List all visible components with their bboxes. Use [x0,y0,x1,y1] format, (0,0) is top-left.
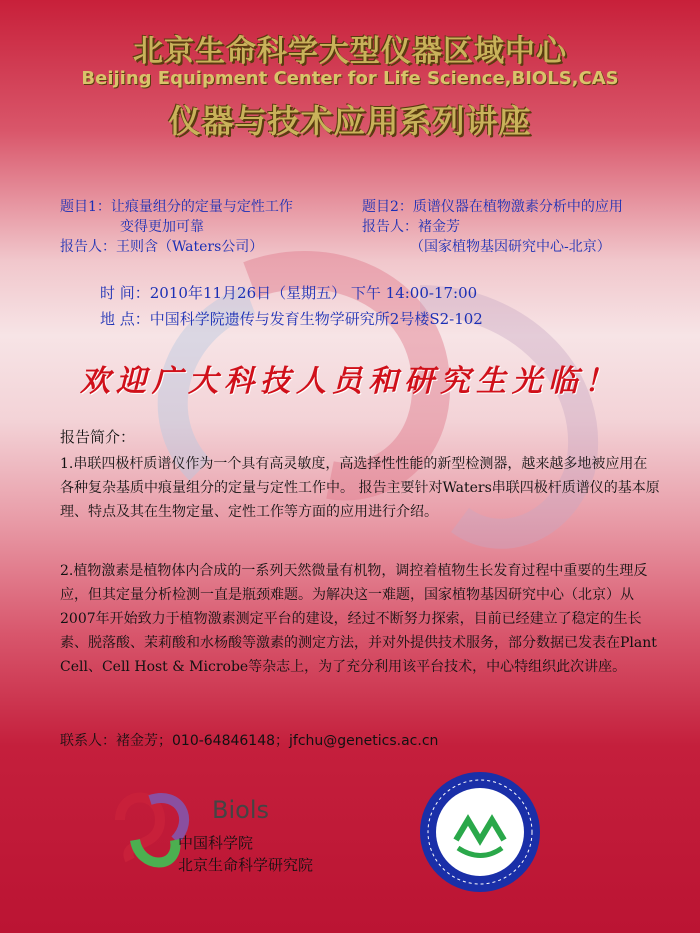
center-title-cn: 北京生命科学大型仪器区域中心 [133,34,567,69]
lecture-series-title: 仪器与技术应用系列讲座 [168,102,532,140]
event-place: 地 点：中国科学院遗传与发育生物学研究所2号楼S2-102 [100,310,483,328]
talk1-title-line1: 题目1：让痕量组分的定量与定性工作 [60,199,293,215]
intro-heading: 报告简介： [60,428,136,446]
org-line-institute: 北京生命科学研究院 [178,856,314,874]
talk2-affiliation: （国家植物基因研究中心-北京） [410,239,611,255]
event-time: 时 间：2010年11月26日（星期五） 下午 14:00-17:00 [100,284,478,302]
talk2-speaker: 报告人：褚金芳 [362,219,460,235]
talk2-title: 题目2：质谱仪器在植物激素分析中的应用 [362,199,623,215]
org-line-cas: 中国科学院 [178,834,254,852]
contact-info: 联系人：褚金芳；010-64846148；jfchu@genetics.ac.cn [60,733,439,749]
biols-wordmark: Biols [212,796,269,824]
talk1-speaker: 报告人：王则含（Waters公司） [60,239,264,255]
igdb-seal-logo [418,770,542,894]
talk1-title-line2: 变得更加可靠 [120,219,204,235]
intro-paragraph-1: 1.串联四极杆质谱仪作为一个具有高灵敏度，高选择性性能的新型检测器，越来越多地被应用在各种复杂基质中痕量组分的定量与定性工作中。 报告主要针对Waters串联四极杆质谱仪的基本原理、特点及其在生物定量、定性工作等方面的应用进行介绍。 [60,456,660,520]
center-title-en: Beijing Equipment Center for Life Science,BIOLS,CAS [81,68,619,89]
intro-paragraph-2: 2.植物激素是植物体内合成的一系列天然微量有机物，调控着植物生长发育过程中重要的生理反应，但其定量分析检测一直是瓶颈难题。为解决这一难题，国家植物基因研究中心（北京）从2007年开始致力于植物激素测定平台的建设，经过不断努力探索，目前已经建立了稳定的生长素、脱落酸、茉莉酸和水杨酸等激素的测定方法，并对外提供技术服务，部分数据已发表在Plant Cell、Cell Host & Microbe等杂志上，为了充分利用该平台技术，中心特组织此次讲座。 [60,563,657,675]
welcome-banner: 欢迎广大科技人员和研究生光临！ [80,364,620,399]
